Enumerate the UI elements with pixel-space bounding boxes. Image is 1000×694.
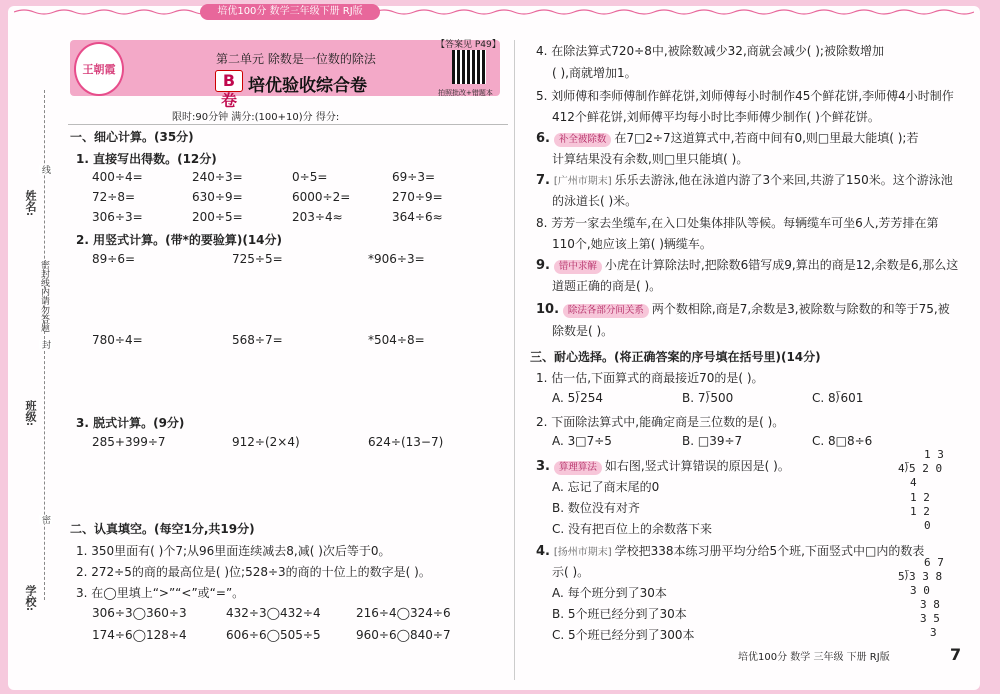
choice-option[interactable]: B. 数位没有对齐	[552, 501, 640, 515]
choice-option[interactable]: B. 7⟌500	[682, 391, 734, 405]
calc-item: 240÷3=	[192, 170, 243, 184]
vertical-calc-item: *504÷8=	[368, 333, 425, 347]
compare-item: 306÷3◯360÷3	[92, 606, 187, 620]
choice-option[interactable]: B. □39÷7	[682, 434, 743, 448]
fill-question: 9. 错中求解 小虎在计算除法时,把除数6错写成9,算出的商是12,余数是6,那么这	[536, 258, 959, 273]
mixed-calc-item: 912÷(2×4)	[232, 435, 300, 449]
mixed-calc-item: 285+399÷7	[92, 435, 166, 449]
calc-item: 203÷4≈	[292, 210, 343, 224]
qr-caption: 拍照批改+错题本	[438, 89, 493, 97]
fill-question: 412个鲜花饼,刘师傅平均每小时比李师傅少制作( )个鲜花饼。	[552, 110, 880, 124]
calc-item: 69÷3=	[392, 170, 436, 184]
section-2-title: 二、认真填空。(每空1分,共19分)	[70, 522, 255, 536]
seal-mark-2: 封	[40, 340, 50, 349]
unit-title: 第二单元 除数是一位数的除法	[216, 52, 376, 66]
name-label: 姓名:	[24, 190, 37, 217]
calc-item: 72÷8=	[92, 190, 136, 204]
choice-question: 1. 估一估,下面算式的商最接近70的是( )。	[536, 371, 764, 385]
calc-item: 630÷9=	[192, 190, 243, 204]
seal-mark-3: 密	[40, 515, 50, 524]
fill-question: 6. 补全被除数 在7□2÷7这道算式中,若商中间有0,则□里最大能填( );若	[536, 131, 919, 146]
q3-title: 3. 脱式计算。(9分)	[76, 416, 185, 430]
calc-item: 270÷9=	[392, 190, 443, 204]
choice-question: 2. 下面除法算式中,能确定商是三位数的是( )。	[536, 415, 785, 429]
fill-question: 5. 刘师傅和李师傅制作鲜花饼,刘师傅每小时制作45个鲜花饼,李师傅4小时制作	[536, 89, 954, 103]
choice-option[interactable]: C. 8⟌601	[812, 391, 864, 405]
exam-meta: 限时:90分钟 满分:(100+10)分 得分:	[172, 112, 340, 123]
fill-question: 1. 350里面有( )个7;从96里面连续减去8,减( )次后等于0。	[76, 544, 391, 558]
mixed-calc-item: 624÷(13−7)	[368, 435, 444, 449]
compare-item: 174÷6◯128÷4	[92, 628, 187, 642]
choice-option[interactable]: A. 忘记了商末尾的0	[552, 480, 660, 494]
fill-question: 的泳道长( )米。	[552, 194, 638, 208]
choice-option[interactable]: A. 每个班分到了30本	[552, 586, 667, 600]
fill-question: 2. 272÷5的商的最高位是( )位;528÷3的商的十位上的数字是( )。	[76, 565, 431, 579]
seal-note: 密封线内请勿答题	[39, 260, 49, 332]
class-label: 班级:	[24, 400, 37, 427]
fill-question: 8. 芳芳一家去坐缆车,在入口处集体排队等候。每辆缆车可坐6人,芳芳排在第	[536, 216, 939, 230]
choice-option[interactable]: A. 3□7÷5	[552, 434, 612, 448]
choice-option[interactable]: C. 没有把百位上的余数落下来	[552, 522, 713, 536]
calc-item: 6000÷2=	[292, 190, 351, 204]
choice-option[interactable]: C. 8□8÷6	[812, 434, 873, 448]
section-1-title: 一、细心计算。(35分)	[70, 130, 194, 144]
choice-question: 4. [扬州市期末] 学校把338本练习册平均分给5个班,下面竖式中□内的数表	[536, 544, 925, 559]
compare-item: 960÷6◯840÷7	[356, 628, 451, 642]
calc-item: 0÷5=	[292, 170, 328, 184]
fill-question: 除数是( )。	[552, 324, 614, 338]
choice-question: 3. 算理算法 如右图,竖式计算错误的原因是( )。	[536, 459, 790, 474]
school-label: 学校:	[24, 585, 37, 612]
choice-option[interactable]: C. 5个班已经分到了300本	[552, 628, 695, 642]
q1-title: 1. 直接写出得数。(12分)	[76, 152, 217, 166]
compare-item: 216÷4◯324÷6	[356, 606, 451, 620]
fill-question: 道题正确的商是( )。	[552, 279, 662, 293]
vertical-calc-item: 568÷7=	[232, 333, 283, 347]
calc-item: 364÷6≈	[392, 210, 443, 224]
seal-mark-1: 线	[40, 165, 50, 174]
page-title: 培优验收综合卷	[248, 76, 367, 96]
q2-title: 2. 用竖式计算。(带*的要验算)(14分)	[76, 233, 282, 247]
column-divider	[514, 40, 515, 680]
fill-question: 110个,她应该上第( )辆缆车。	[552, 237, 712, 251]
footer-text: 培优100分 数学 三年级 下册 RJ版	[738, 652, 890, 663]
brand-logo: 王朝霞	[74, 42, 124, 96]
choice-option[interactable]: A. 5⟌254	[552, 391, 604, 405]
section-3-title: 三、耐心选择。(将正确答案的序号填在括号里)(14分)	[530, 350, 821, 364]
answer-reference: 【答案见 P49】	[436, 40, 501, 50]
calc-item: 400÷4=	[92, 170, 143, 184]
calc-item: 200÷5=	[192, 210, 243, 224]
choice-question: 示( )。	[552, 565, 590, 579]
compare-item: 606÷6◯505÷5	[226, 628, 321, 642]
choice-option[interactable]: B. 5个班已经分到了30本	[552, 607, 687, 621]
fill-question: 计算结果没有余数,则□里只能填( )。	[552, 152, 749, 166]
fill-question: ( ),商就增加1。	[552, 66, 637, 80]
calc-item: 306÷3=	[92, 210, 143, 224]
qr-code-icon[interactable]	[452, 50, 486, 84]
vertical-calc-item: 89÷6=	[92, 252, 136, 266]
fill-question: 3. 在◯里填上“>”“<”或“=”。	[76, 586, 245, 600]
page-number: 7	[950, 645, 962, 664]
compare-item: 432÷3◯432÷4	[226, 606, 321, 620]
vertical-calc-item: 725÷5=	[232, 252, 283, 266]
vertical-calc-item: *906÷3=	[368, 252, 425, 266]
vertical-calc-item: 780÷4=	[92, 333, 143, 347]
fill-question: 10. 除法各部分间关系 两个数相除,商是7,余数是3,被除数与除数的和等于75,被	[536, 302, 950, 317]
wave-border-top	[14, 8, 974, 16]
divider	[68, 124, 508, 125]
fill-question: 4. 在除法算式720÷8中,被除数减少32,商就会减少( );被除数增加	[536, 44, 884, 58]
paper-tag: B卷	[215, 70, 243, 92]
top-tag: 培优100分 数学三年级下册 RJ版	[200, 4, 380, 20]
fill-question: 7. [广州市期末] 乐乐去游泳,他在泳道内游了3个来回,共游了150米。这个游泳池	[536, 173, 953, 188]
